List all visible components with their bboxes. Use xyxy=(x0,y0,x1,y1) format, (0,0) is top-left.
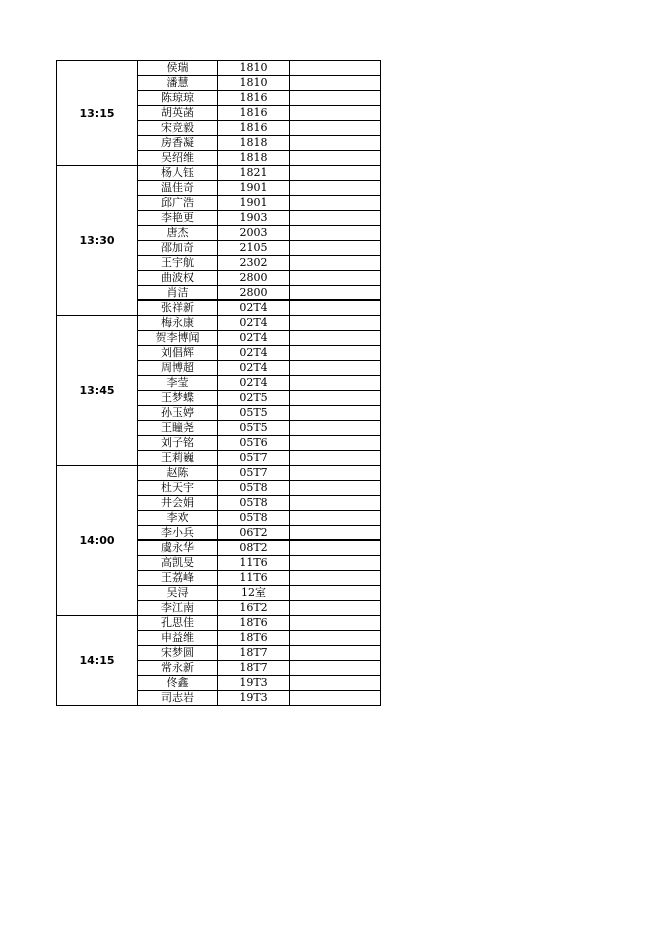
empty-cell xyxy=(290,421,381,435)
name-cell: 周博超 xyxy=(138,361,218,375)
name-cell: 王瞳尧 xyxy=(138,421,218,435)
room-cell: 08T2 xyxy=(218,541,290,555)
table-row xyxy=(138,496,381,511)
table-row xyxy=(138,646,381,661)
name-cell: 肖洁 xyxy=(138,286,218,299)
empty-cell xyxy=(290,586,381,600)
name-cell: 李小兵 xyxy=(138,526,218,539)
name-cell: 潘慧 xyxy=(138,76,218,90)
empty-cell xyxy=(290,691,381,705)
time-slot-rows xyxy=(138,61,381,165)
table-row xyxy=(138,436,381,451)
empty-cell xyxy=(290,676,381,690)
table-row xyxy=(138,541,381,556)
name-cell: 王荔峰 xyxy=(138,571,218,585)
empty-cell xyxy=(290,211,381,225)
name-cell: 王莉巍 xyxy=(138,451,218,465)
room-cell: 05T7 xyxy=(218,466,290,480)
room-cell: 1818 xyxy=(218,151,290,165)
name-cell: 杨人钰 xyxy=(138,166,218,180)
empty-cell xyxy=(290,241,381,255)
table-row xyxy=(138,661,381,676)
empty-cell xyxy=(290,61,381,75)
table-row xyxy=(138,361,381,376)
name-cell: 吴绍维 xyxy=(138,151,218,165)
room-cell: 02T4 xyxy=(218,316,290,330)
room-cell: 05T8 xyxy=(218,496,290,510)
table-row xyxy=(138,286,381,301)
table-row xyxy=(138,481,381,496)
room-cell: 2302 xyxy=(218,256,290,270)
room-cell: 02T4 xyxy=(218,361,290,375)
schedule-table xyxy=(56,60,381,706)
room-cell: 12室 xyxy=(218,586,290,600)
empty-cell xyxy=(290,76,381,90)
room-cell: 18T7 xyxy=(218,646,290,660)
empty-cell xyxy=(290,601,381,615)
name-cell: 虞永华 xyxy=(138,541,218,555)
name-cell: 刘子铭 xyxy=(138,436,218,450)
name-cell: 宋梦圆 xyxy=(138,646,218,660)
name-cell: 房香凝 xyxy=(138,136,218,150)
table-row xyxy=(138,346,381,361)
table-row xyxy=(138,151,381,165)
name-cell: 佟鑫 xyxy=(138,676,218,690)
room-cell: 05T8 xyxy=(218,511,290,525)
room-cell: 16T2 xyxy=(218,601,290,615)
room-cell: 1901 xyxy=(218,181,290,195)
name-cell: 李艳更 xyxy=(138,211,218,225)
empty-cell xyxy=(290,436,381,450)
room-cell: 05T5 xyxy=(218,421,290,435)
empty-cell xyxy=(290,631,381,645)
empty-cell xyxy=(290,151,381,165)
name-cell: 李江南 xyxy=(138,601,218,615)
room-cell: 02T5 xyxy=(218,391,290,405)
table-row xyxy=(138,76,381,91)
empty-cell xyxy=(290,106,381,120)
time-slot-label: 13:45 xyxy=(57,316,138,465)
table-row xyxy=(138,526,381,541)
name-cell: 宋竞毅 xyxy=(138,121,218,135)
table-row xyxy=(138,301,381,315)
room-cell: 02T4 xyxy=(218,346,290,360)
name-cell: 曲波权 xyxy=(138,271,218,285)
table-row xyxy=(138,256,381,271)
empty-cell xyxy=(290,331,381,345)
empty-cell xyxy=(290,226,381,240)
table-row xyxy=(138,271,381,286)
table-row xyxy=(138,226,381,241)
room-cell: 05T6 xyxy=(218,436,290,450)
table-row xyxy=(138,241,381,256)
time-slot-group xyxy=(57,61,381,166)
room-cell: 02T4 xyxy=(218,301,290,315)
empty-cell xyxy=(290,316,381,330)
name-cell: 井会娟 xyxy=(138,496,218,510)
name-cell: 陈琼琼 xyxy=(138,91,218,105)
table-row xyxy=(138,421,381,436)
empty-cell xyxy=(290,196,381,210)
empty-cell xyxy=(290,256,381,270)
table-row xyxy=(138,631,381,646)
empty-cell xyxy=(290,181,381,195)
time-slot-label: 14:00 xyxy=(57,466,138,615)
name-cell: 吴浔 xyxy=(138,586,218,600)
room-cell: 11T6 xyxy=(218,556,290,570)
name-cell: 李莹 xyxy=(138,376,218,390)
table-row xyxy=(138,556,381,571)
name-cell: 侯瑞 xyxy=(138,61,218,75)
time-slot-rows xyxy=(138,166,381,315)
room-cell: 1818 xyxy=(218,136,290,150)
empty-cell xyxy=(290,541,381,555)
name-cell: 司志岩 xyxy=(138,691,218,705)
room-cell: 2800 xyxy=(218,271,290,285)
room-cell: 06T2 xyxy=(218,526,290,539)
time-slot-label: 13:30 xyxy=(57,166,138,315)
empty-cell xyxy=(290,496,381,510)
empty-cell xyxy=(290,406,381,420)
table-row xyxy=(138,601,381,615)
empty-cell xyxy=(290,346,381,360)
time-slot-label: 13:15 xyxy=(57,61,138,165)
empty-cell xyxy=(290,466,381,480)
empty-cell xyxy=(290,286,381,299)
room-cell: 1810 xyxy=(218,76,290,90)
empty-cell xyxy=(290,271,381,285)
room-cell: 05T7 xyxy=(218,451,290,465)
room-cell: 18T7 xyxy=(218,661,290,675)
room-cell: 1901 xyxy=(218,196,290,210)
name-cell: 温佳奇 xyxy=(138,181,218,195)
table-row xyxy=(138,391,381,406)
name-cell: 杜天宇 xyxy=(138,481,218,495)
empty-cell xyxy=(290,166,381,180)
room-cell: 1816 xyxy=(218,121,290,135)
table-row xyxy=(138,181,381,196)
name-cell: 王宇航 xyxy=(138,256,218,270)
room-cell: 19T3 xyxy=(218,691,290,705)
room-cell: 02T4 xyxy=(218,331,290,345)
room-cell: 2105 xyxy=(218,241,290,255)
time-slot-group xyxy=(57,166,381,316)
empty-cell xyxy=(290,661,381,675)
time-slot-group xyxy=(57,616,381,706)
table-row xyxy=(138,466,381,481)
empty-cell xyxy=(290,301,381,315)
name-cell: 胡英菡 xyxy=(138,106,218,120)
name-cell: 贺李博闻 xyxy=(138,331,218,345)
time-slot-rows xyxy=(138,466,381,615)
empty-cell xyxy=(290,451,381,465)
name-cell: 申益维 xyxy=(138,631,218,645)
table-row xyxy=(138,691,381,705)
name-cell: 孙玉婷 xyxy=(138,406,218,420)
table-row xyxy=(138,136,381,151)
empty-cell xyxy=(290,91,381,105)
table-row xyxy=(138,316,381,331)
table-row xyxy=(138,166,381,181)
table-row xyxy=(138,511,381,526)
empty-cell xyxy=(290,511,381,525)
room-cell: 05T5 xyxy=(218,406,290,420)
name-cell: 王梦蝶 xyxy=(138,391,218,405)
table-row xyxy=(138,121,381,136)
name-cell: 高凯旻 xyxy=(138,556,218,570)
empty-cell xyxy=(290,121,381,135)
time-slot-rows xyxy=(138,316,381,465)
room-cell: 1821 xyxy=(218,166,290,180)
table-row xyxy=(138,451,381,465)
empty-cell xyxy=(290,136,381,150)
empty-cell xyxy=(290,361,381,375)
name-cell: 梅永康 xyxy=(138,316,218,330)
name-cell: 常永新 xyxy=(138,661,218,675)
room-cell: 1816 xyxy=(218,91,290,105)
empty-cell xyxy=(290,616,381,630)
room-cell: 1810 xyxy=(218,61,290,75)
time-slot-group xyxy=(57,466,381,616)
name-cell: 邱广浩 xyxy=(138,196,218,210)
table-row xyxy=(138,61,381,76)
room-cell: 05T8 xyxy=(218,481,290,495)
room-cell: 02T4 xyxy=(218,376,290,390)
room-cell: 1903 xyxy=(218,211,290,225)
room-cell: 19T3 xyxy=(218,676,290,690)
room-cell: 18T6 xyxy=(218,616,290,630)
time-slot-label: 14:15 xyxy=(57,616,138,705)
empty-cell xyxy=(290,526,381,539)
name-cell: 邵加奇 xyxy=(138,241,218,255)
room-cell: 2003 xyxy=(218,226,290,240)
name-cell: 赵陈 xyxy=(138,466,218,480)
room-cell: 1816 xyxy=(218,106,290,120)
name-cell: 唐杰 xyxy=(138,226,218,240)
room-cell: 11T6 xyxy=(218,571,290,585)
table-row xyxy=(138,406,381,421)
name-cell: 刘倡辉 xyxy=(138,346,218,360)
room-cell: 18T6 xyxy=(218,631,290,645)
table-row xyxy=(138,196,381,211)
table-row xyxy=(138,376,381,391)
name-cell: 孔思佳 xyxy=(138,616,218,630)
table-row xyxy=(138,616,381,631)
table-row xyxy=(138,211,381,226)
empty-cell xyxy=(290,646,381,660)
table-row xyxy=(138,676,381,691)
table-row xyxy=(138,571,381,586)
empty-cell xyxy=(290,556,381,570)
empty-cell xyxy=(290,571,381,585)
table-row xyxy=(138,106,381,121)
time-slot-group xyxy=(57,316,381,466)
table-row xyxy=(138,331,381,346)
empty-cell xyxy=(290,391,381,405)
name-cell: 李欢 xyxy=(138,511,218,525)
name-cell: 张祥新 xyxy=(138,301,218,315)
room-cell: 2800 xyxy=(218,286,290,299)
table-row xyxy=(138,91,381,106)
empty-cell xyxy=(290,376,381,390)
empty-cell xyxy=(290,481,381,495)
time-slot-rows xyxy=(138,616,381,705)
table-row xyxy=(138,586,381,601)
